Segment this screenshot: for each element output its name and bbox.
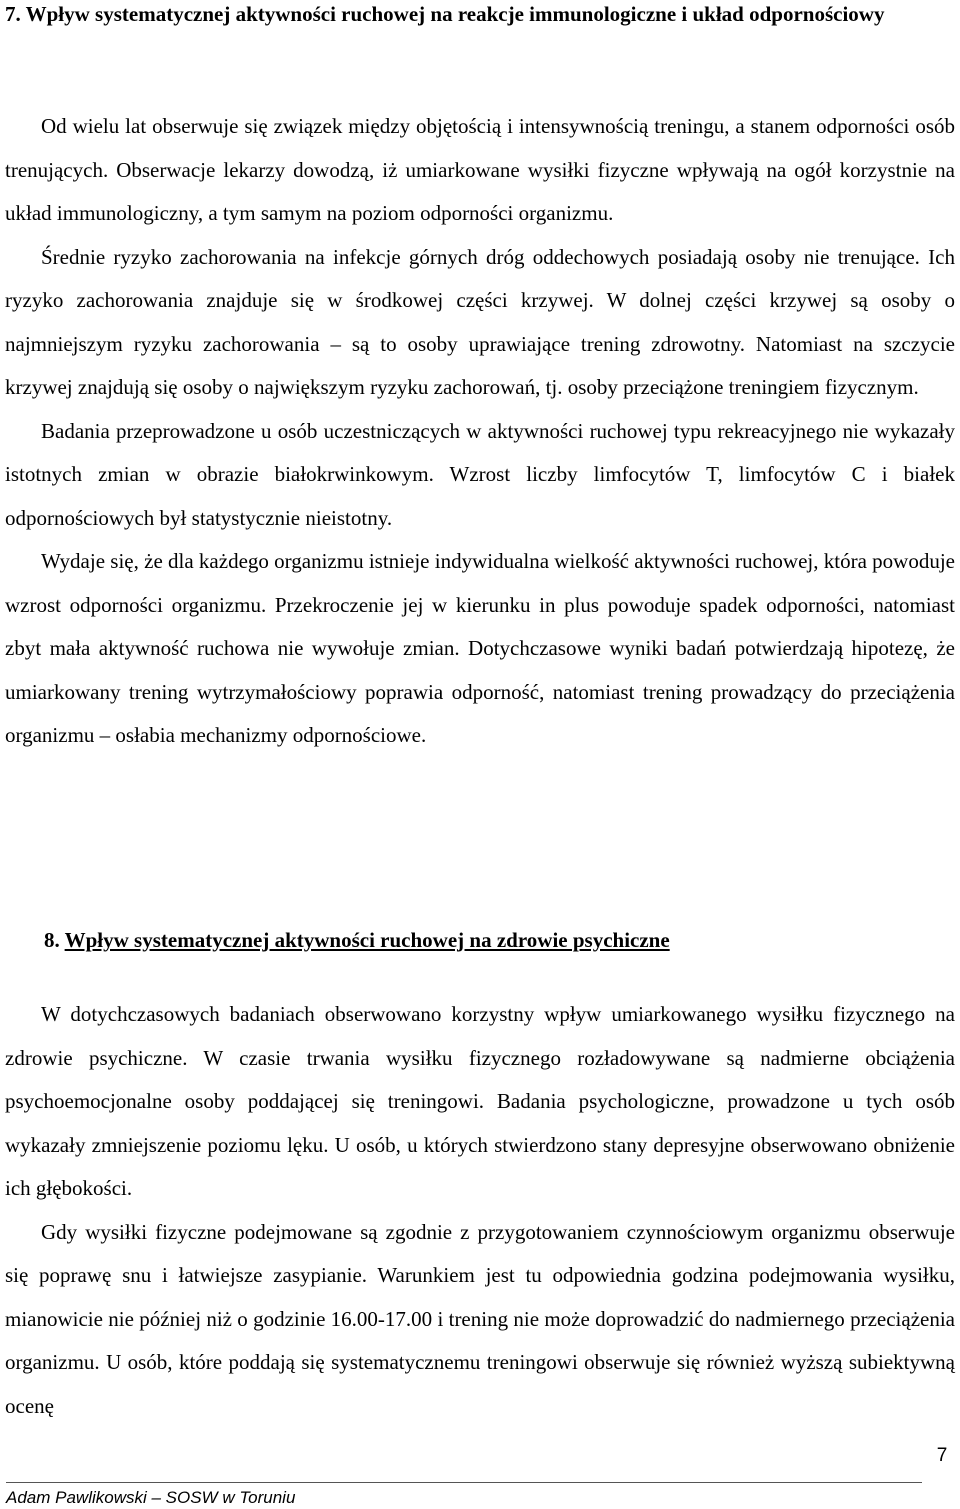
section-8-title: Wpływ systematycznej aktywności ruchowej na zdrowie psychiczne [64,928,670,952]
footer-divider [6,1482,922,1483]
section-7-paragraph-2: Średnie ryzyko zachorowania na infekcje górnych dróg oddechowych posiadają osoby nie trenujące. Ich ryzyko zachorowania znajduje się w środkowej części krzywej. W dolnej części krzywej są osoby o najmniejszym ryzyku zachorowania – są to osoby uprawiające trening zdrowotny. Natomiast na szczycie krzywej znajdują się osoby o największym ryzyku zachorowań, tj. osoby przeciążone treningiem fizycznym. [5,244,955,399]
page-number: 7 [936,1445,948,1466]
section-7-heading [5,0,954,36]
section-7-number: 7. [5,2,21,26]
section-8-heading [44,918,944,962]
section-7-body [5,105,955,758]
footer-author: Adam Pawlikowski – SOSW w Toruniu [6,1488,296,1507]
section-7-paragraph-3: Badania przeprowadzone u osób uczestniczących w aktywności ruchowej typu rekreacyjnego nie wykazały istotnych zmian w obrazie białokrwinkowym. Wzrost liczby limfocytów T, limfocytów C i białek odpornościowych był statystycznie nieistotny. [5,418,955,530]
section-7-paragraph-1: Od wielu lat obserwuje się związek między objętością i intensywnością treningu, a stanem odporności osób trenujących. Obserwacje lekarzy dowodzą, iż umiarkowane wysiłki fizyczne wpływają na ogół korzystnie na układ immunologiczny, a tym samym na poziom odporności organizmu. [5,114,955,225]
section-7-title: Wpływ systematycznej aktywności ruchowej na reakcje immunologiczne i układ odpornościowy [25,2,885,26]
section-8-body [5,993,955,1428]
section-8-paragraph-2: Gdy wysiłki fizyczne podejmowane są zgodnie z przygotowaniem czynnościowym organizmu obserwuje się poprawę snu i łatwiejsze zasypianie. Warunkiem jest tu odpowiednia godzina podejmowania wysiłku, mianowicie nie później niż o godzinie 16.00-17.00 i trening nie może doprowadzić do nadmiernego przeciążenia organizmu. U osób, które poddają się systematycznemu treningowi obserwuje się również wyższą subiektywną ocenę [5,1219,955,1418]
section-8-paragraph-1: W dotychczasowych badaniach obserwowano korzystny wpływ umiarkowanego wysiłku fizycznego na zdrowie psychiczne. W czasie trwania wysiłku fizycznego rozładowywane są nadmierne obciążenia psychoemocjonalne osoby poddającej się treningowi. Badania psychologiczne, prowadzone u tych osób wykazały zmniejszenie poziomu lęku. U osób, u których stwierdzono stany depresyjne obserwowano obniżenie ich głębokości. [5,1002,955,1200]
section-7-paragraph-4: Wydaje się, że dla każdego organizmu istnieje indywidualna wielkość aktywności ruchowej, która powoduje wzrost odporności organizmu. Przekroczenie jej w kierunku in plus powoduje spadek odporności, natomiast zbyt mała aktywność ruchowa nie wywołuje zmian. Dotychczasowe wyniki badań potwierdzają hipotezę, że umiarkowany trening wytrzymałościowy poprawia odporność, natomiast trening prowadzący do przeciążenia organizmu – osłabia mechanizmy odpornościowe. [5,549,955,747]
section-8-number: 8. [44,928,60,952]
